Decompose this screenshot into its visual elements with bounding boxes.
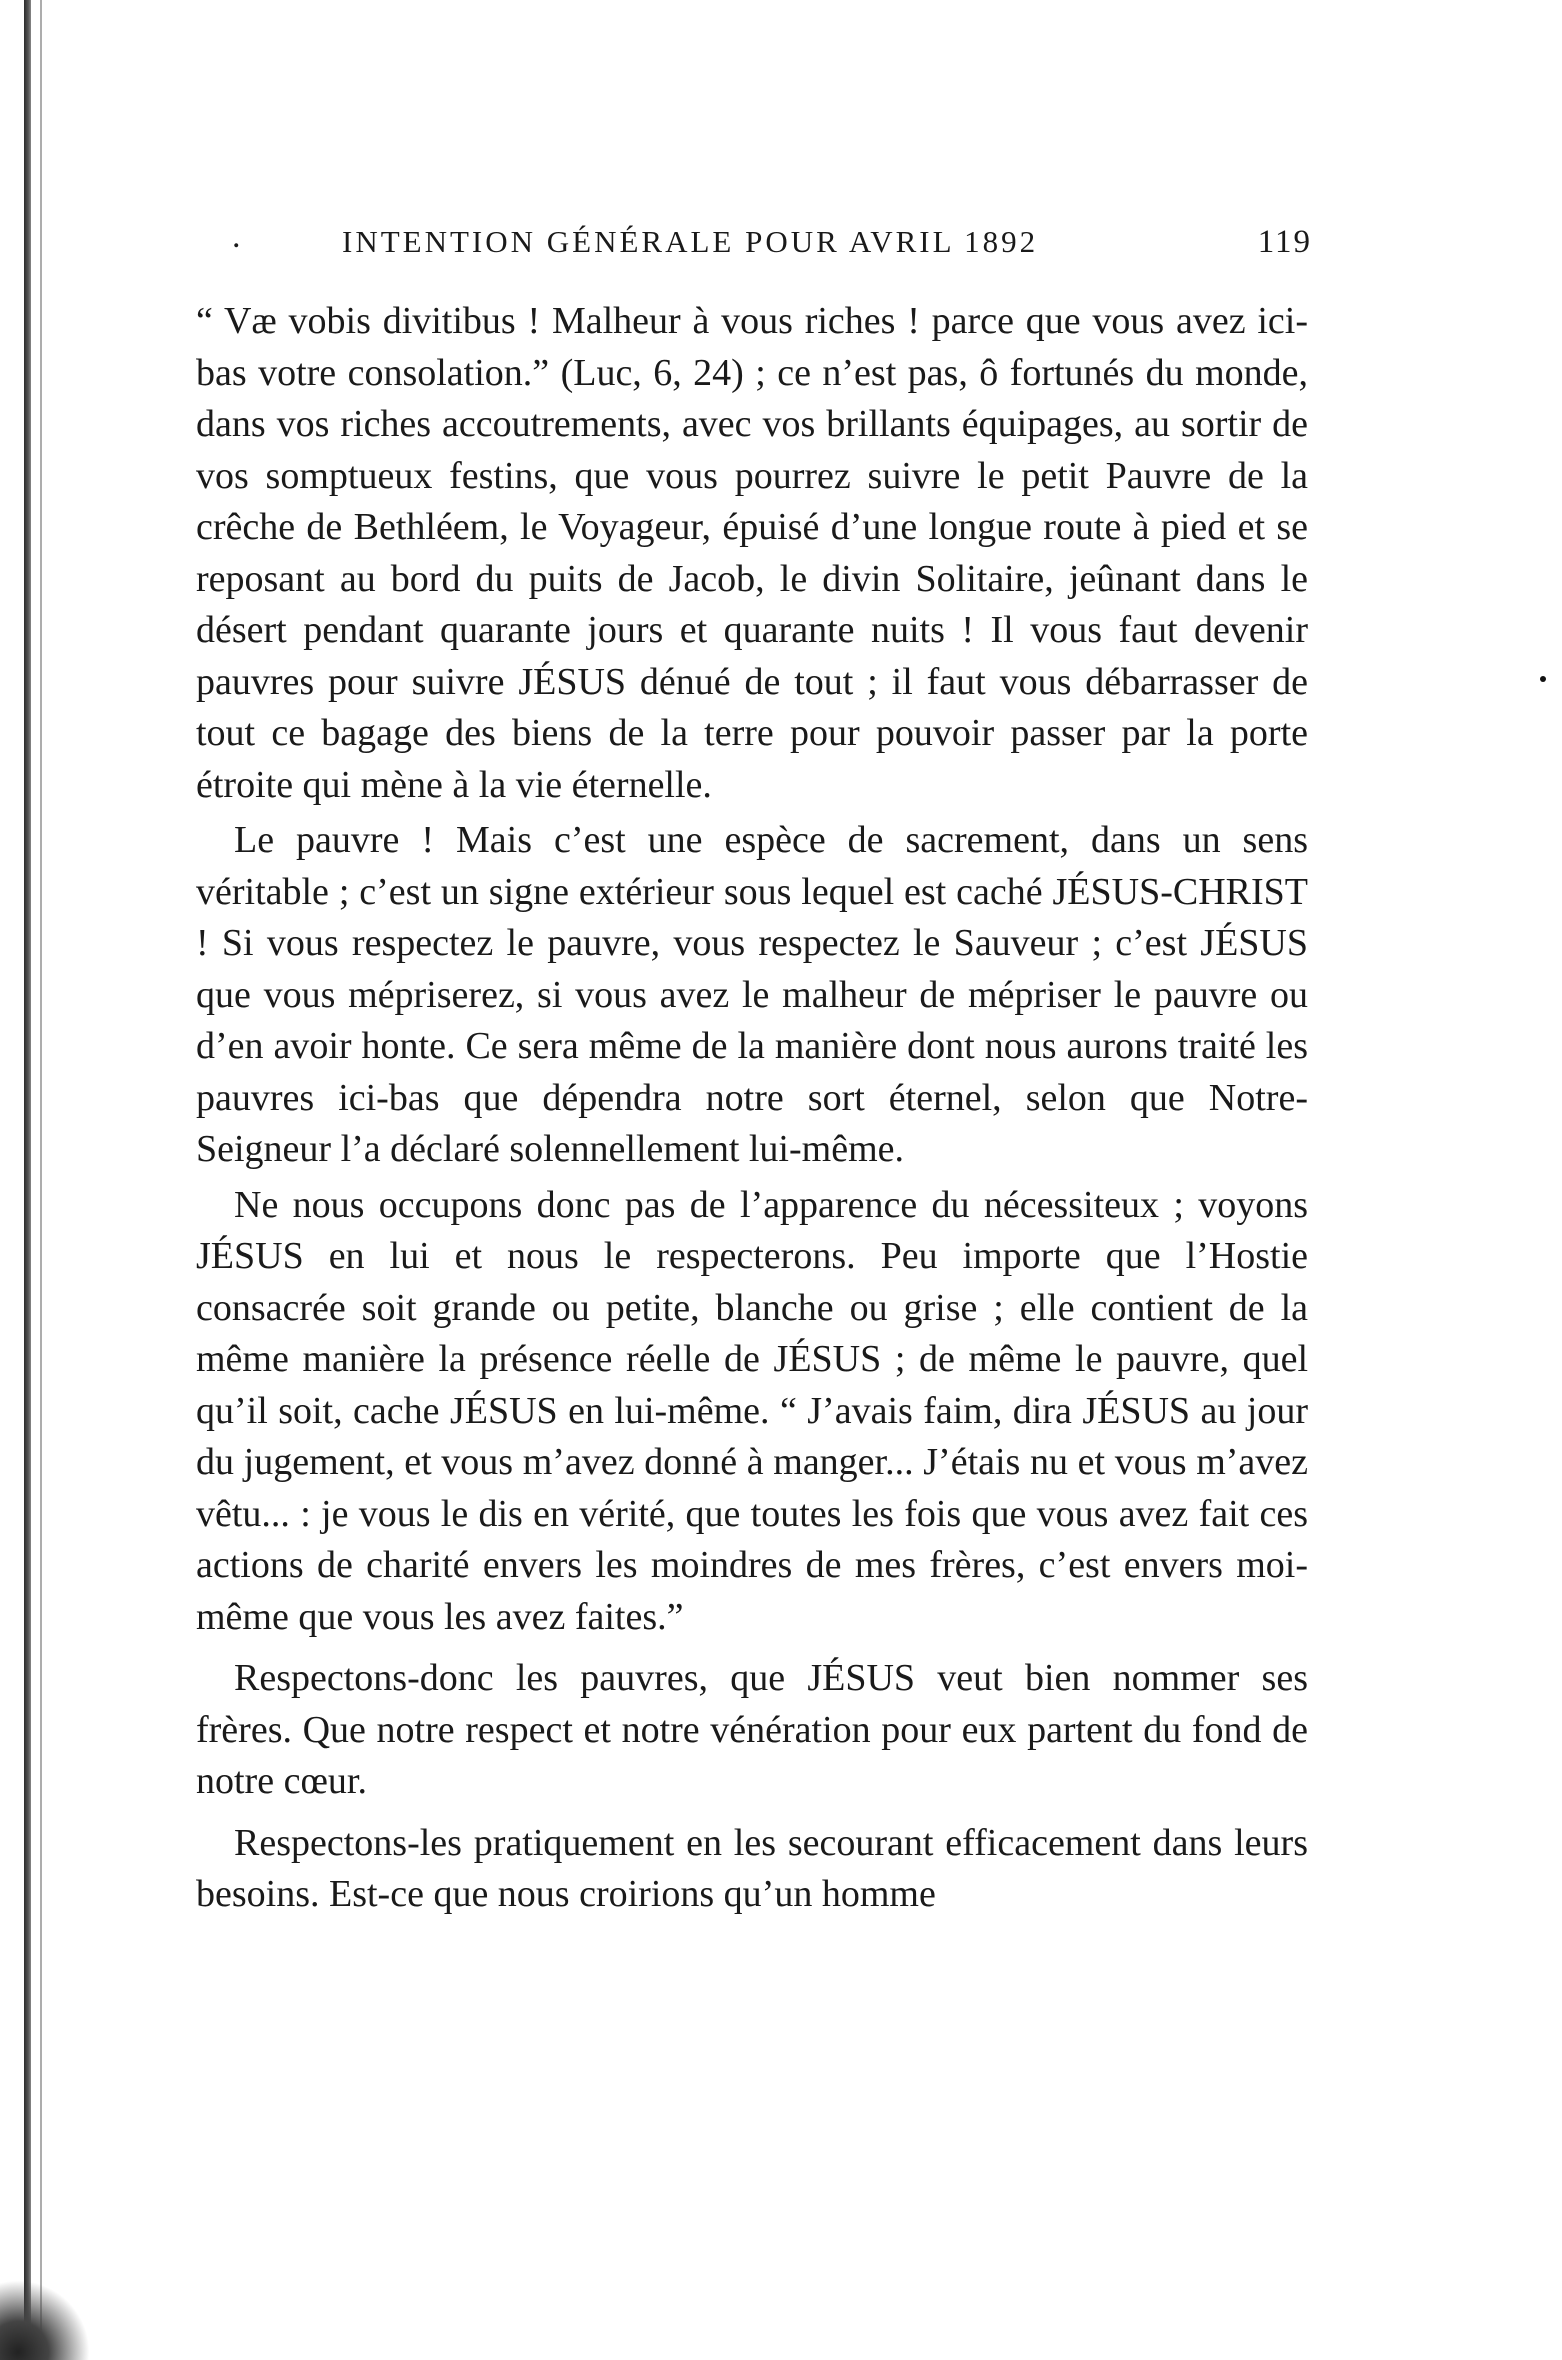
paragraph-4: Respectons-donc les pauvres, que JÉSUS veut bien nommer ses frères. Que notre respect et notre vénération pour eux partent du fond de notre cœur.	[196, 1657, 1308, 1802]
running-head-mark: .	[232, 218, 241, 255]
page-number: 119	[1257, 224, 1312, 260]
paragraph-2: Le pauvre ! Mais c’est une espèce de sacrement, dans un sens véritable ; c’est un signe extérieur sous lequel est caché JÉSUS-CHRIST ! Si vous respectez le pauvre, vous respectez le Sauveur ; c’est JÉSUS que vous mépriserez, si vous avez le malheur de mépriser le pauvre ou d’en avoir honte. Ce sera même de la manière dont nous aurons traité les pauvres ici-bas que dépendra notre sort éternel, selon que Notre-Seigneur l’a déclaré solennellement lui-même.	[196, 819, 1308, 1170]
page-body	[196, 296, 1308, 1921]
running-head-title: INTENTION GÉNÉRALE POUR AVRIL 1892	[342, 224, 1039, 259]
paragraph-3: Ne nous occupons donc pas de l’apparence du nécessiteux ; voyons JÉSUS en lui et nous le respecterons. Peu importe que l’Hostie consacrée soit grande ou petite, blanche ou grise ; elle contient de la même manière la présence réelle de JÉSUS ; de même le pauvre, quel qu’il soit, cache JÉSUS en lui-même. “ J’avais faim, dira JÉSUS au jour du jugement, et vous m’avez donné à manger... J’étais nu et vous m’avez vêtu... : je vous le dis en vérité, que toutes les fois que vous avez fait ces actions de charité envers les moindres de mes frères, c’est envers moi-même que vous les avez faites.”	[196, 1183, 1308, 1638]
paragraph-5: Respectons-les pratiquement en les secourant efficacement dans leurs besoins. Est-ce que nous croirions qu’un homme	[196, 1821, 1308, 1915]
paragraph-1: “ Væ vobis divitibus ! Malheur à vous riches ! parce que vous avez ici-bas votre consolation.” (Luc, 6, 24) ; ce n’est pas, ô fortunés du monde, dans vos riches accoutrements, avec vos brillants équipages, au sortir de vos somptueux festins, que vous pourrez suivre le petit Pauvre de la crêche de Bethléem, le Voyageur, épuisé d’une longue route à pied et se reposant au bord du puits de Jacob, le divin Solitaire, jeûnant dans le désert pendant quarante jours et quarante nuits ! Il vous faut devenir pauvres pour suivre JÉSUS dénué de tout ; il faut vous débarrasser de tout ce bagage des biens de la terre pour pouvoir passer par la porte étroite qui mène à la vie éternelle.	[196, 300, 1308, 806]
page-binding-shadow	[40, 0, 42, 2360]
running-head	[232, 218, 1312, 266]
page-binding-edge	[24, 0, 31, 2360]
page-corner-smudge	[0, 2280, 90, 2360]
ink-speck	[1540, 676, 1546, 682]
